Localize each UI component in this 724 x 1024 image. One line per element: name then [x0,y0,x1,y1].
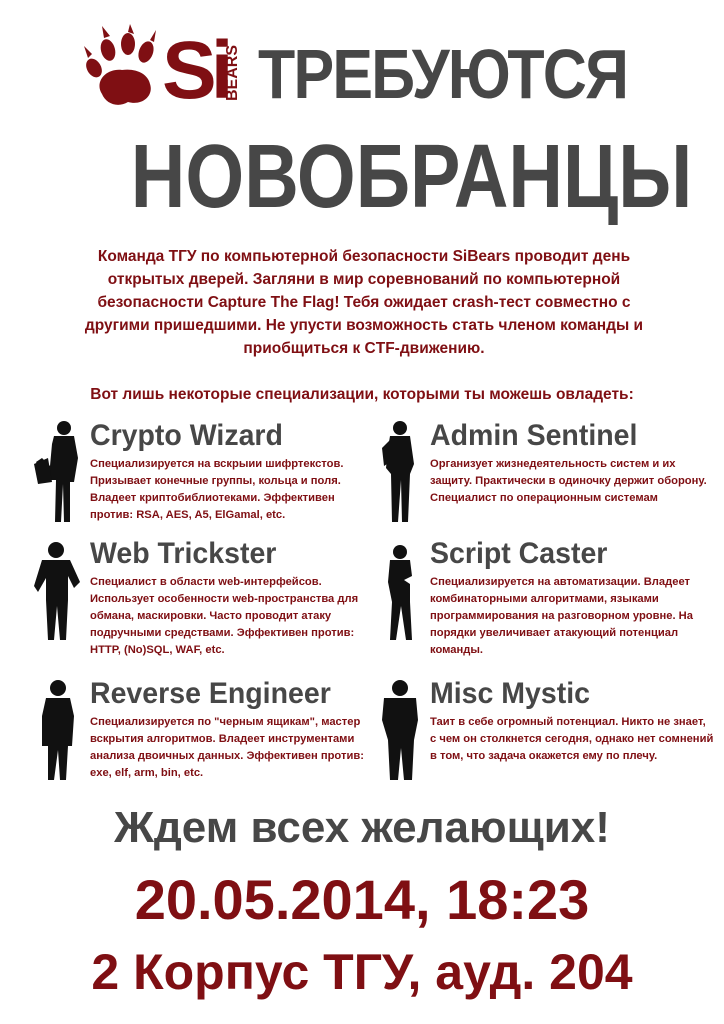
header-title-line1: ТРЕБУЮТСЯ [258,35,628,113]
specialization-card-admin-sentinel [376,418,707,538]
specialization-name: Admin Sentinel [430,419,638,452]
person-silhouette-icon [34,418,88,528]
event-datetime: 20.05.2014, 18:23 [134,868,590,931]
header-title-line2: НОВОБРАНЦЫ [130,127,693,227]
person-silhouette-icon [34,536,88,646]
specialization-description: Специализируется по "черным ящикам", мастер вскрытия алгоритмов. Владеет инструментами анализа двоичных данных. Эффективен против: exe, elf, arm, bin, etc. [90,716,364,779]
specialization-name: Script Caster [430,537,608,570]
specialization-name: Crypto Wizard [90,419,283,452]
specialization-description: Специализируется на вскрыии шифртекстов. Призывает конечные группы, кольца и поля. Владеет криптобиблиотеками. Эффективен против: RSA, AES, A5, ElGamal, etc. [90,458,344,521]
specialization-card-script-caster [376,536,696,656]
event-place: 2 Корпус ТГУ, ауд. 204 [91,944,633,1000]
specializations-heading: Вот лишь некоторые специализации, которыми ты можешь овладеть: [90,386,634,403]
sibears-logo [84,24,244,120]
specialization-description: Специалист в области web-интерфейсов. Использует особенности web-пространства для обмана, маскировки. Часто проводит атаку подручными средствами. Эффективен против: HTTP, (No)SQL, WAF, etc. [90,576,359,656]
specialization-description: Организует жизнедеятельность систем и их защиту. Практически в одиночку держит оборону. Специалист по операционным системам [430,458,707,504]
specialization-name: Reverse Engineer [90,677,331,710]
logo-vertical-text: BEARS [224,45,241,102]
person-silhouette-icon [376,418,430,528]
person-silhouette-icon [376,536,430,646]
specialization-name: Web Trickster [90,537,277,570]
logo-text: Si [162,25,228,116]
intro-text: Команда ТГУ по компьютерной безопасности SiBears проводит день открытых дверей. Загляни в мир соревнований по компьютерной безопасности Capture The Flag! Тебя ожидает crash-тест совместно с другими пришедшими. Не упусти возможность стать членом команды и приобщиться к CTF-движению. [84,248,644,357]
specialization-description: Таит в себе огромный потенциал. Никто не знает, с чем он столкнется сегодня, однако нет сомнений в том, что задача окажется ему по плечу. [430,716,714,762]
specialization-card-misc-mystic [376,676,714,796]
specialization-description: Специализируется на автоматизации. Владеет комбинаторными алгоритмами, языками программирования на разговорном уровне. На порядки увеличивает атакующий потенциал команды. [430,576,693,656]
specialization-card-crypto-wizard [34,418,354,538]
welcome-text: Ждем всех желающих! [114,803,610,852]
person-silhouette-icon [376,676,430,786]
specialization-card-web-trickster [34,536,359,656]
specialization-name: Misc Mystic [430,677,590,710]
specialization-card-reverse-engineer [34,676,364,796]
person-silhouette-icon [34,676,88,786]
